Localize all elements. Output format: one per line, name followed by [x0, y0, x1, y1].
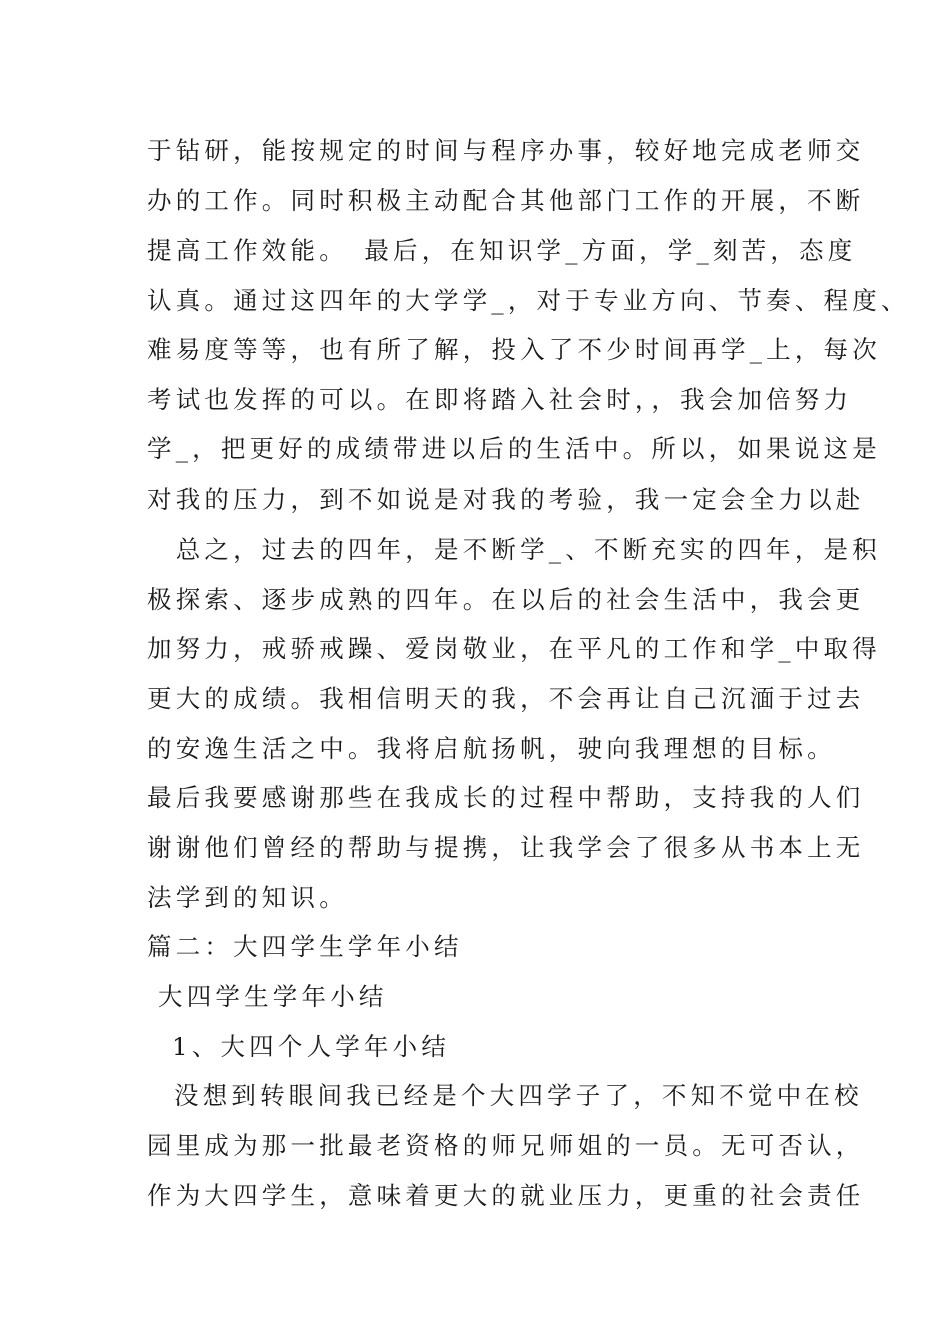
text-line: 对我的压力，到不如说是对我的考验，我一定会全力以赴: [147, 485, 865, 514]
section-heading: 篇二：大四学生学年小结: [147, 932, 463, 961]
text-line: 法学到的知识。: [147, 883, 348, 912]
text-line: 园里成为那一批最老资格的师兄师姐的一员。无可否认，: [147, 1131, 865, 1160]
text-line: 提高工作效能。 最后，在知识学_方面，学_刻苦，态度: [147, 236, 857, 265]
text-line: 办的工作。同时积极主动配合其他部门工作的开展，不断: [147, 186, 865, 215]
text-line: 考试也发挥的可以。在即将踏入社会时，，我会加倍努力: [147, 385, 853, 414]
text-line: 没想到转眼间我已经是个大四学子了，不知不觉中在校: [174, 1081, 863, 1110]
subsection-title: 1、大四个人学年小结: [172, 1032, 451, 1061]
text-line: 作为大四学生，意味着更大的就业压力，更重的社会责任: [147, 1181, 865, 1210]
text-line: 认真。通过这四年的大学学_，对于专业方向、节奏、程度、: [147, 286, 910, 315]
text-line: 谢谢他们曾经的帮助与提携，让我学会了很多从书本上无: [147, 833, 865, 862]
text-line: 极探索、逐步成熟的四年。在以后的社会生活中，我会更: [147, 585, 865, 614]
text-line: 于钻研，能按规定的时间与程序办事，较好地完成老师交: [147, 136, 865, 165]
text-line: 的安逸生活之中。我将启航扬帆，驶向我理想的目标。: [147, 734, 836, 763]
text-line: 难易度等等，也有所了解，投入了不少时间再学_上，每次: [147, 335, 881, 364]
text-line: 最后我要感谢那些在我成长的过程中帮助，支持我的人们: [147, 783, 865, 812]
text-line: 总之，过去的四年，是不断学_、不断充实的四年，是积: [147, 535, 881, 564]
text-line: 更大的成绩。我相信明天的我，不会再让自己沉湎于过去: [147, 684, 865, 713]
section-title: 大四学生学年小结: [158, 982, 388, 1011]
text-line: 学_，把更好的成绩带进以后的生活中。所以，如果说这是: [147, 434, 881, 463]
text-line: 加努力，戒骄戒躁、爱岗敬业，在平凡的工作和学_中取得: [147, 634, 881, 663]
